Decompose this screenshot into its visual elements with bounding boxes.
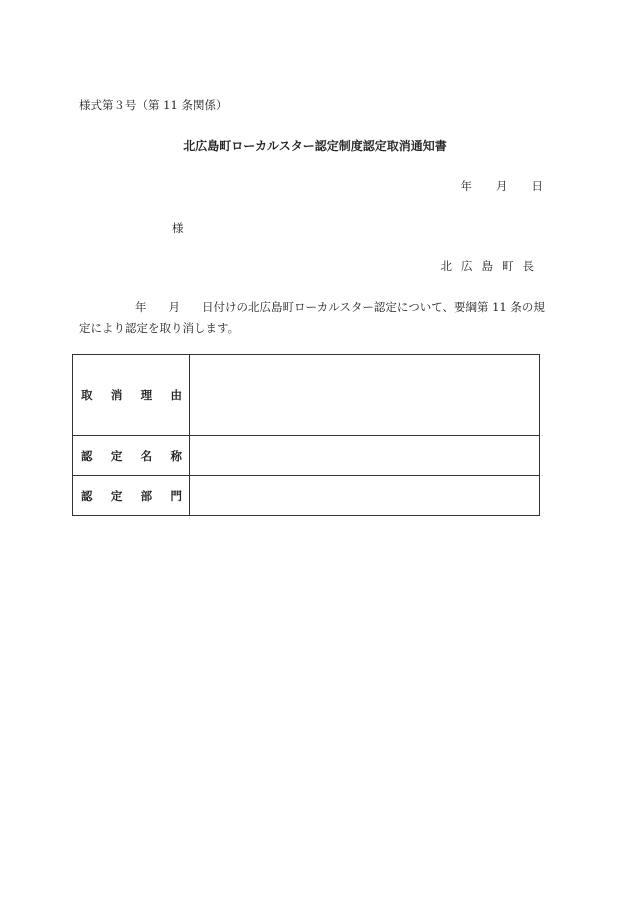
body-year: 年 [135,300,147,314]
value-certification-name[interactable] [190,436,540,476]
table-row-reason [73,355,540,436]
revocation-info-table [72,354,540,516]
form-number: 様式第３号（第 11 条関係） [79,98,228,112]
label-certification-category: 認 定 部 門 [73,476,190,516]
value-reason[interactable] [190,355,540,436]
date-day: 日 [531,179,543,193]
date-year: 年 [460,179,472,193]
table-row-certification-category [73,476,540,516]
date-line [437,178,544,194]
label-reason: 取 消 理 由 [73,355,190,436]
document-title: 北広島町ローカルスター認定制度認定取消通知書 [183,139,447,153]
body-paragraph [79,297,551,339]
date-month: 月 [496,179,508,193]
value-certification-category[interactable] [190,476,540,516]
label-certification-name: 認 定 名 称 [73,436,190,476]
addressee-honorific: 様 [172,221,184,235]
body-text: 日付けの北広島町ローカルスター認定について、要綱第 11 条の規定により認定を取り消します。 [79,300,545,335]
table-row-certification-name [73,436,540,476]
issuer-name: 北広島町長 [440,259,543,273]
body-month: 月 [168,300,180,314]
